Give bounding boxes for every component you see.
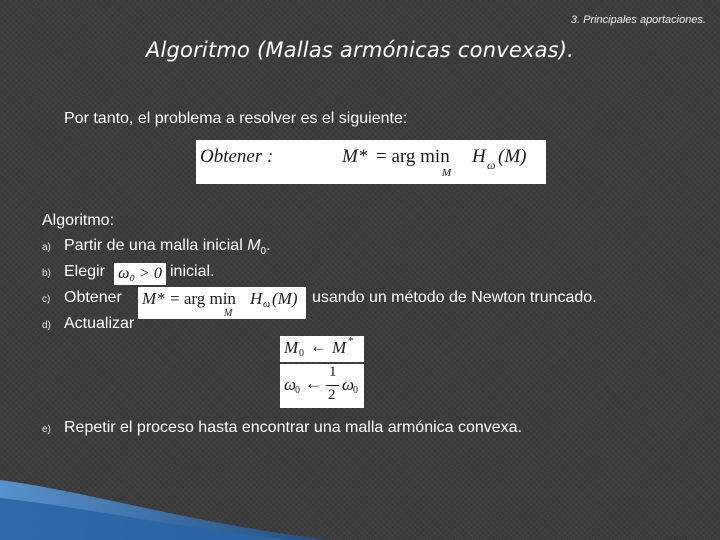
upd1-lhs: M [284, 338, 299, 357]
corner-decoration [0, 450, 330, 540]
step-var: M [247, 237, 261, 254]
upd1-rhs-sup: * [348, 335, 354, 347]
step-c-end: usando un método de Newton truncado. [312, 289, 597, 306]
step-c [42, 289, 122, 307]
step-marker: b) [42, 268, 51, 279]
step-b [42, 263, 105, 281]
slide-title: Algoritmo (Mallas armónicas convexas). [145, 38, 575, 62]
argmin-formula-small [138, 287, 306, 319]
step-d [42, 315, 134, 333]
small-arg: (M) [272, 289, 298, 308]
upd1-arrow: ← [310, 337, 327, 356]
formula-var: M* [342, 146, 368, 167]
small-argmin: = arg min [170, 289, 236, 308]
step-text: Partir de una malla inicial [64, 237, 248, 254]
step-text: Repetir el proceso hasta encontrar una malla armónica convexa. [64, 419, 523, 436]
formula-lhs: Obtener : [200, 146, 274, 167]
problem-formula [196, 140, 546, 184]
fraction-bar [326, 385, 339, 386]
step-e [42, 419, 522, 437]
update-omega-formula [280, 364, 364, 408]
upd2-rhs: ω [342, 375, 355, 394]
step-sub: 0 [260, 246, 267, 258]
formula-func-sub: ω [487, 158, 496, 172]
step-marker: c) [42, 294, 51, 305]
step-text: Actualizar [64, 315, 135, 332]
step-a [42, 237, 271, 257]
upd1-lhs-sub: 0 [299, 348, 304, 359]
small-var: M* [142, 289, 165, 308]
step-marker: a) [42, 242, 51, 253]
upd2-lhs: ω [284, 375, 297, 394]
omega-positive-formula: ω₀ > 0 [114, 263, 166, 285]
upd2-arrow: ← [305, 374, 322, 393]
step-marker: d) [42, 320, 51, 331]
step-text: Obtener [64, 289, 122, 306]
step-text-end: . [266, 237, 271, 254]
small-func: H [250, 289, 263, 308]
upd2-lhs-sub: 0 [295, 385, 300, 396]
small-subscript: M [224, 308, 233, 319]
update-mesh-formula [280, 336, 364, 362]
intro-text: Por tanto, el problema a resolver es el siguiente: [64, 110, 408, 127]
upd2-rhs-sub: 0 [353, 385, 358, 396]
upd1-rhs: M [332, 338, 347, 357]
formula-arg: (M) [498, 146, 527, 167]
step-text: Elegir [64, 263, 105, 280]
small-func-sub: ω [263, 299, 271, 310]
section-header: 3. Principales aportaciones. [570, 14, 706, 26]
formula-func: H [472, 146, 486, 167]
formula-argmin: = arg min [376, 146, 450, 167]
formula-subscript: M [442, 167, 452, 179]
algorithm-label: Algoritmo: [42, 212, 115, 229]
step-b-end: inicial. [170, 263, 215, 280]
step-marker: e) [42, 424, 51, 435]
upd2-num: 1 [329, 364, 337, 380]
upd2-den: 2 [328, 387, 336, 403]
